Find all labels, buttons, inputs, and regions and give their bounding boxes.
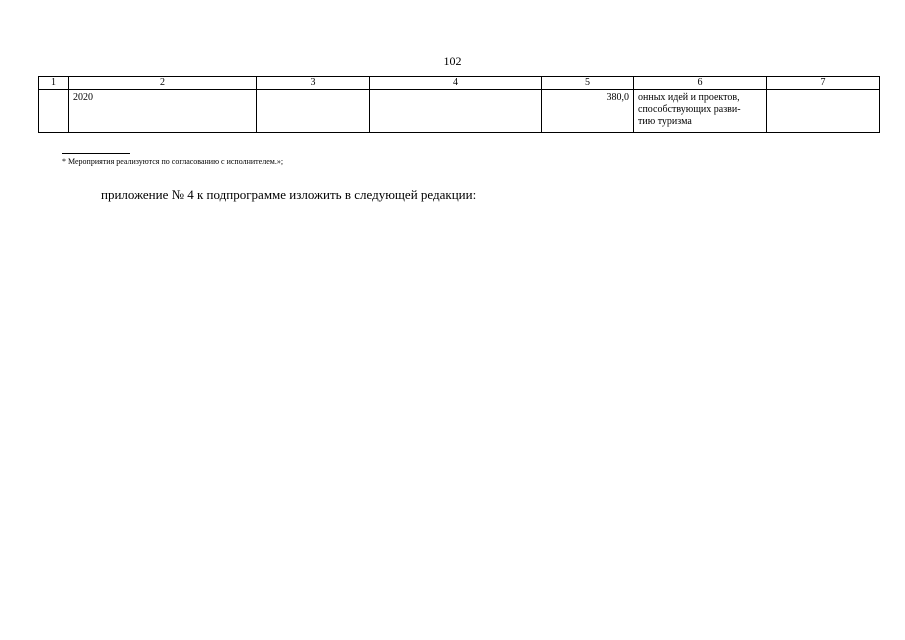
column-header-5: 5 (542, 77, 634, 90)
column-header-2: 2 (69, 77, 257, 90)
continuation-table (38, 76, 880, 133)
page-number: 102 (443, 54, 462, 68)
cell-col-4 (370, 90, 542, 133)
description-line: тию туризма (638, 116, 692, 127)
description-line: онных идей и проектов, (638, 92, 740, 103)
table-row (39, 90, 880, 133)
cell-col-1 (39, 90, 69, 133)
cell-col-3 (257, 90, 370, 133)
cell-year: 2020 (69, 90, 257, 133)
instruction-paragraph: приложение № 4 к подпрограмме изложить в следующей редакции: (101, 187, 477, 202)
table-header-row (39, 77, 880, 90)
column-header-3: 3 (257, 77, 370, 90)
cell-description (634, 90, 767, 133)
column-header-6: 6 (634, 77, 767, 90)
cell-col-7 (767, 90, 880, 133)
footnote: * Мероприятия реализуются по согласованию с исполнителем.»; (62, 157, 284, 166)
description-line: способствующих разви- (638, 104, 741, 115)
column-header-1: 1 (39, 77, 69, 90)
column-header-7: 7 (767, 77, 880, 90)
footnote-separator (62, 153, 130, 154)
cell-amount: 380,0 (542, 90, 634, 133)
column-header-4: 4 (370, 77, 542, 90)
